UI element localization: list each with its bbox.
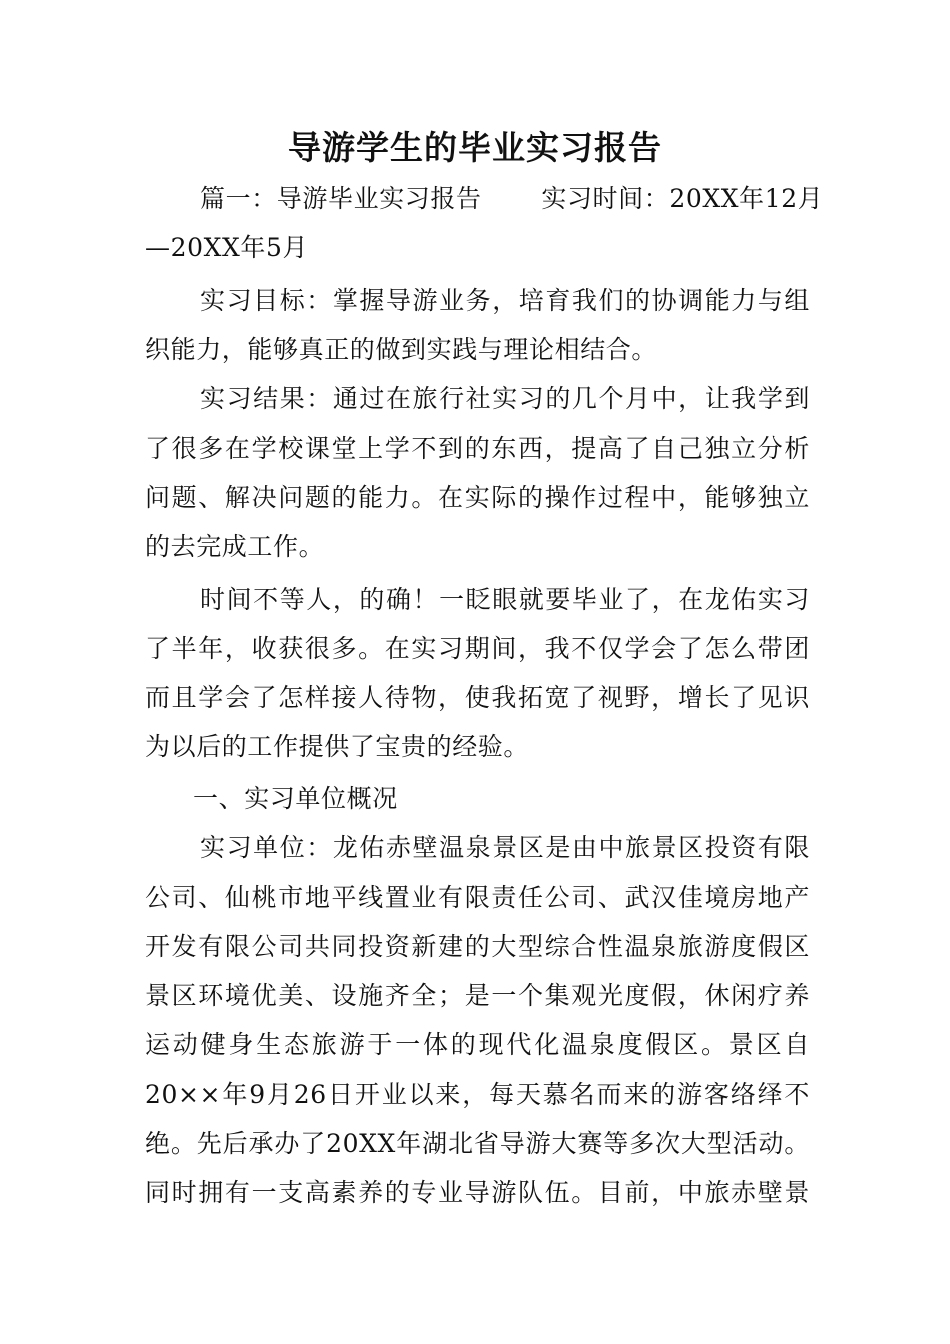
text-line: 运动健身生态旅游于一体的现代化温泉度假区。景区自 bbox=[145, 1030, 810, 1059]
section-heading: 一、实习单位概况 bbox=[193, 784, 398, 813]
text-line: 了很多在学校课堂上学不到的东西，提高了自己独立分析 bbox=[145, 434, 810, 463]
text-line: 公司、仙桃市地平线置业有限责任公司、武汉佳境房地产 bbox=[145, 883, 810, 912]
text-line: 实习单位：龙佑赤壁温泉景区是由中旅景区投资有限 bbox=[200, 833, 810, 862]
text-line: 问题、解决问题的能力。在实际的操作过程中，能够独立 bbox=[145, 483, 810, 512]
text-line: 实习目标：掌握导游业务，培育我们的协调能力与组 bbox=[200, 286, 810, 315]
text-line: 为以后的工作提供了宝贵的经验。 bbox=[145, 732, 530, 761]
text-line: 绝。先后承办了20XX年湖北省导游大赛等多次大型活动。 bbox=[145, 1129, 810, 1158]
text-line: 而且学会了怎样接人待物，使我拓宽了视野，增长了见识 bbox=[145, 683, 810, 712]
text-line: 篇一：导游毕业实习报告 实习时间：20XX年12月 bbox=[200, 184, 824, 213]
text-line: 时间不等人，的确！一眨眼就要毕业了，在龙佑实习 bbox=[200, 585, 810, 614]
text-line: 织能力，能够真正的做到实践与理论相结合。 bbox=[145, 335, 658, 364]
text-line: 实习结果：通过在旅行社实习的几个月中，让我学到 bbox=[200, 384, 810, 413]
document-title: 导游学生的毕业实习报告 bbox=[288, 128, 662, 167]
text-line: 开发有限公司共同投资新建的大型综合性温泉旅游度假区 bbox=[145, 932, 810, 961]
text-line: 了半年，收获很多。在实习期间，我不仅学会了怎么带团 bbox=[145, 634, 810, 663]
text-line: 景区环境优美、设施齐全；是一个集观光度假，休闲疗养 bbox=[145, 981, 810, 1010]
text-line: 20××年9月26日开业以来，每天慕名而来的游客络绎不 bbox=[145, 1080, 810, 1109]
text-line: 的去完成工作。 bbox=[145, 532, 325, 561]
text-line: —20XX年5月 bbox=[145, 233, 309, 262]
text-line: 同时拥有一支高素养的专业导游队伍。目前，中旅赤壁景 bbox=[145, 1178, 810, 1207]
